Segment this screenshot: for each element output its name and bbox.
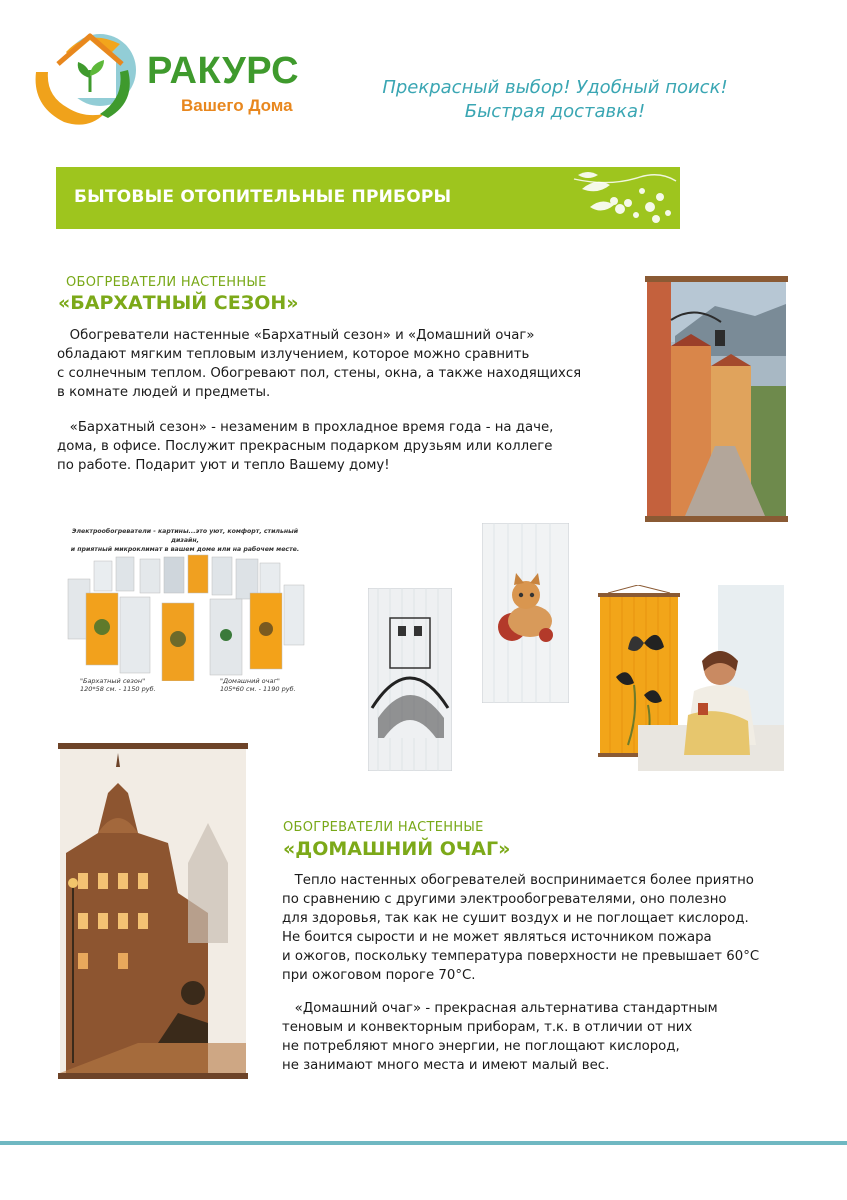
section1-p1-line: в комнате людей и предметы. <box>57 385 271 400</box>
section2-p1-line: по сравнению с другими электрообогревателями, оно полезно <box>282 892 727 907</box>
section2-p2-line: не потребляют много энергии, не поглощают кислород, <box>282 1039 680 1054</box>
section2-p2-line: теновым и конвекторным приборам, т.к. в отличии от них <box>282 1020 693 1035</box>
section2-p2-line: «Домашний очаг» - прекрасная альтернатива стандартным <box>282 1001 718 1016</box>
section2-p1-line: Тепло настенных обогревателей воспринимается более приятно <box>282 873 754 888</box>
slogan <box>340 76 770 124</box>
section1-p1-line: обладают мягким тепловым излучением, которое можно сравнить <box>57 347 530 362</box>
section2-subtitle: ОБОГРЕВАТЕЛИ НАСТЕННЫЕ <box>283 820 484 835</box>
section1-p1-line: Обогреватели настенные «Бархатный сезон» и «Домашний очаг» <box>57 328 535 343</box>
section1-p1-line: с солнечным теплом. Обогревают пол, стены, окна, а также находящихся <box>57 366 582 381</box>
catalog-caption-line: и приятный микроклимат в вашем доме или на рабочем месте. <box>70 546 300 553</box>
slogan-line-2: Быстрая доставка! <box>464 101 646 122</box>
section2-title: «ДОМАШНИЙ ОЧАГ» <box>283 838 511 860</box>
brand-subtitle: Вашего Дома <box>181 96 293 115</box>
catalog-caption-line: Электрообогреватели - картины...это уют, комфорт, стильный дизайн, <box>71 528 299 544</box>
kitten-heater-image <box>482 523 569 703</box>
section2-p1-line: для здоровья, так как не сушит воздух и не поглощает кислород. <box>282 911 749 926</box>
section1-subtitle: ОБОГРЕВАТЕЛИ НАСТЕННЫЕ <box>66 275 267 290</box>
city-painting-heater-image <box>58 743 248 1079</box>
banner-title: БЫТОВЫЕ ОТОПИТЕЛЬНЫЕ ПРИБОРЫ <box>74 187 452 207</box>
street-heater-image <box>645 276 788 522</box>
section1-p2-line: «Бархатный сезон» - незаменим в прохладное время года - на даче, <box>57 420 554 435</box>
bridge-heater-image <box>368 588 452 771</box>
section2-p1-line: Не боится сырости и не может являться источником пожара <box>282 930 712 945</box>
footer-divider <box>0 1141 847 1145</box>
section1-p2-line: по работе. Подарит уют и тепло Вашему дому! <box>57 458 390 473</box>
flower-ornament-icon <box>570 167 680 229</box>
catalog-label-left-price: 120*58 см. - 1150 руб. <box>80 685 156 693</box>
section2-paragraph-1 <box>282 871 822 985</box>
section1-p2-line: дома, в офисе. Послужит прекрасным подарком друзьям или коллеге <box>57 439 553 454</box>
butterfly-heater-image <box>598 585 784 771</box>
catalog-label-left-name: "Бархатный сезон" <box>80 677 146 685</box>
section2-p1-line: и ожогов, поскольку температура поверхности не превышает 60°С <box>282 949 760 964</box>
catalog-label-right-price: 105*60 см. - 1190 руб. <box>220 685 296 693</box>
section1-title: «БАРХАТНЫЙ СЕЗОН» <box>58 292 299 314</box>
section2-p1-line: при ожоговом пороге 70°С. <box>282 968 476 983</box>
section2-p2-line: не занимают много места и имеют малый вес. <box>282 1058 610 1073</box>
slogan-line-1: Прекрасный выбор! Удобный поиск! <box>382 77 728 98</box>
section1-paragraph-1 <box>57 326 627 402</box>
brand-name: РАКУРС <box>147 50 300 92</box>
section1-paragraph-2 <box>57 418 627 475</box>
catalog-label-right-name: "Домашний очаг" <box>220 677 280 685</box>
section2-paragraph-2 <box>282 999 822 1075</box>
house-hands-icon <box>28 22 148 132</box>
catalog-heaters-illustration <box>60 551 310 681</box>
catalog-image <box>60 527 310 700</box>
